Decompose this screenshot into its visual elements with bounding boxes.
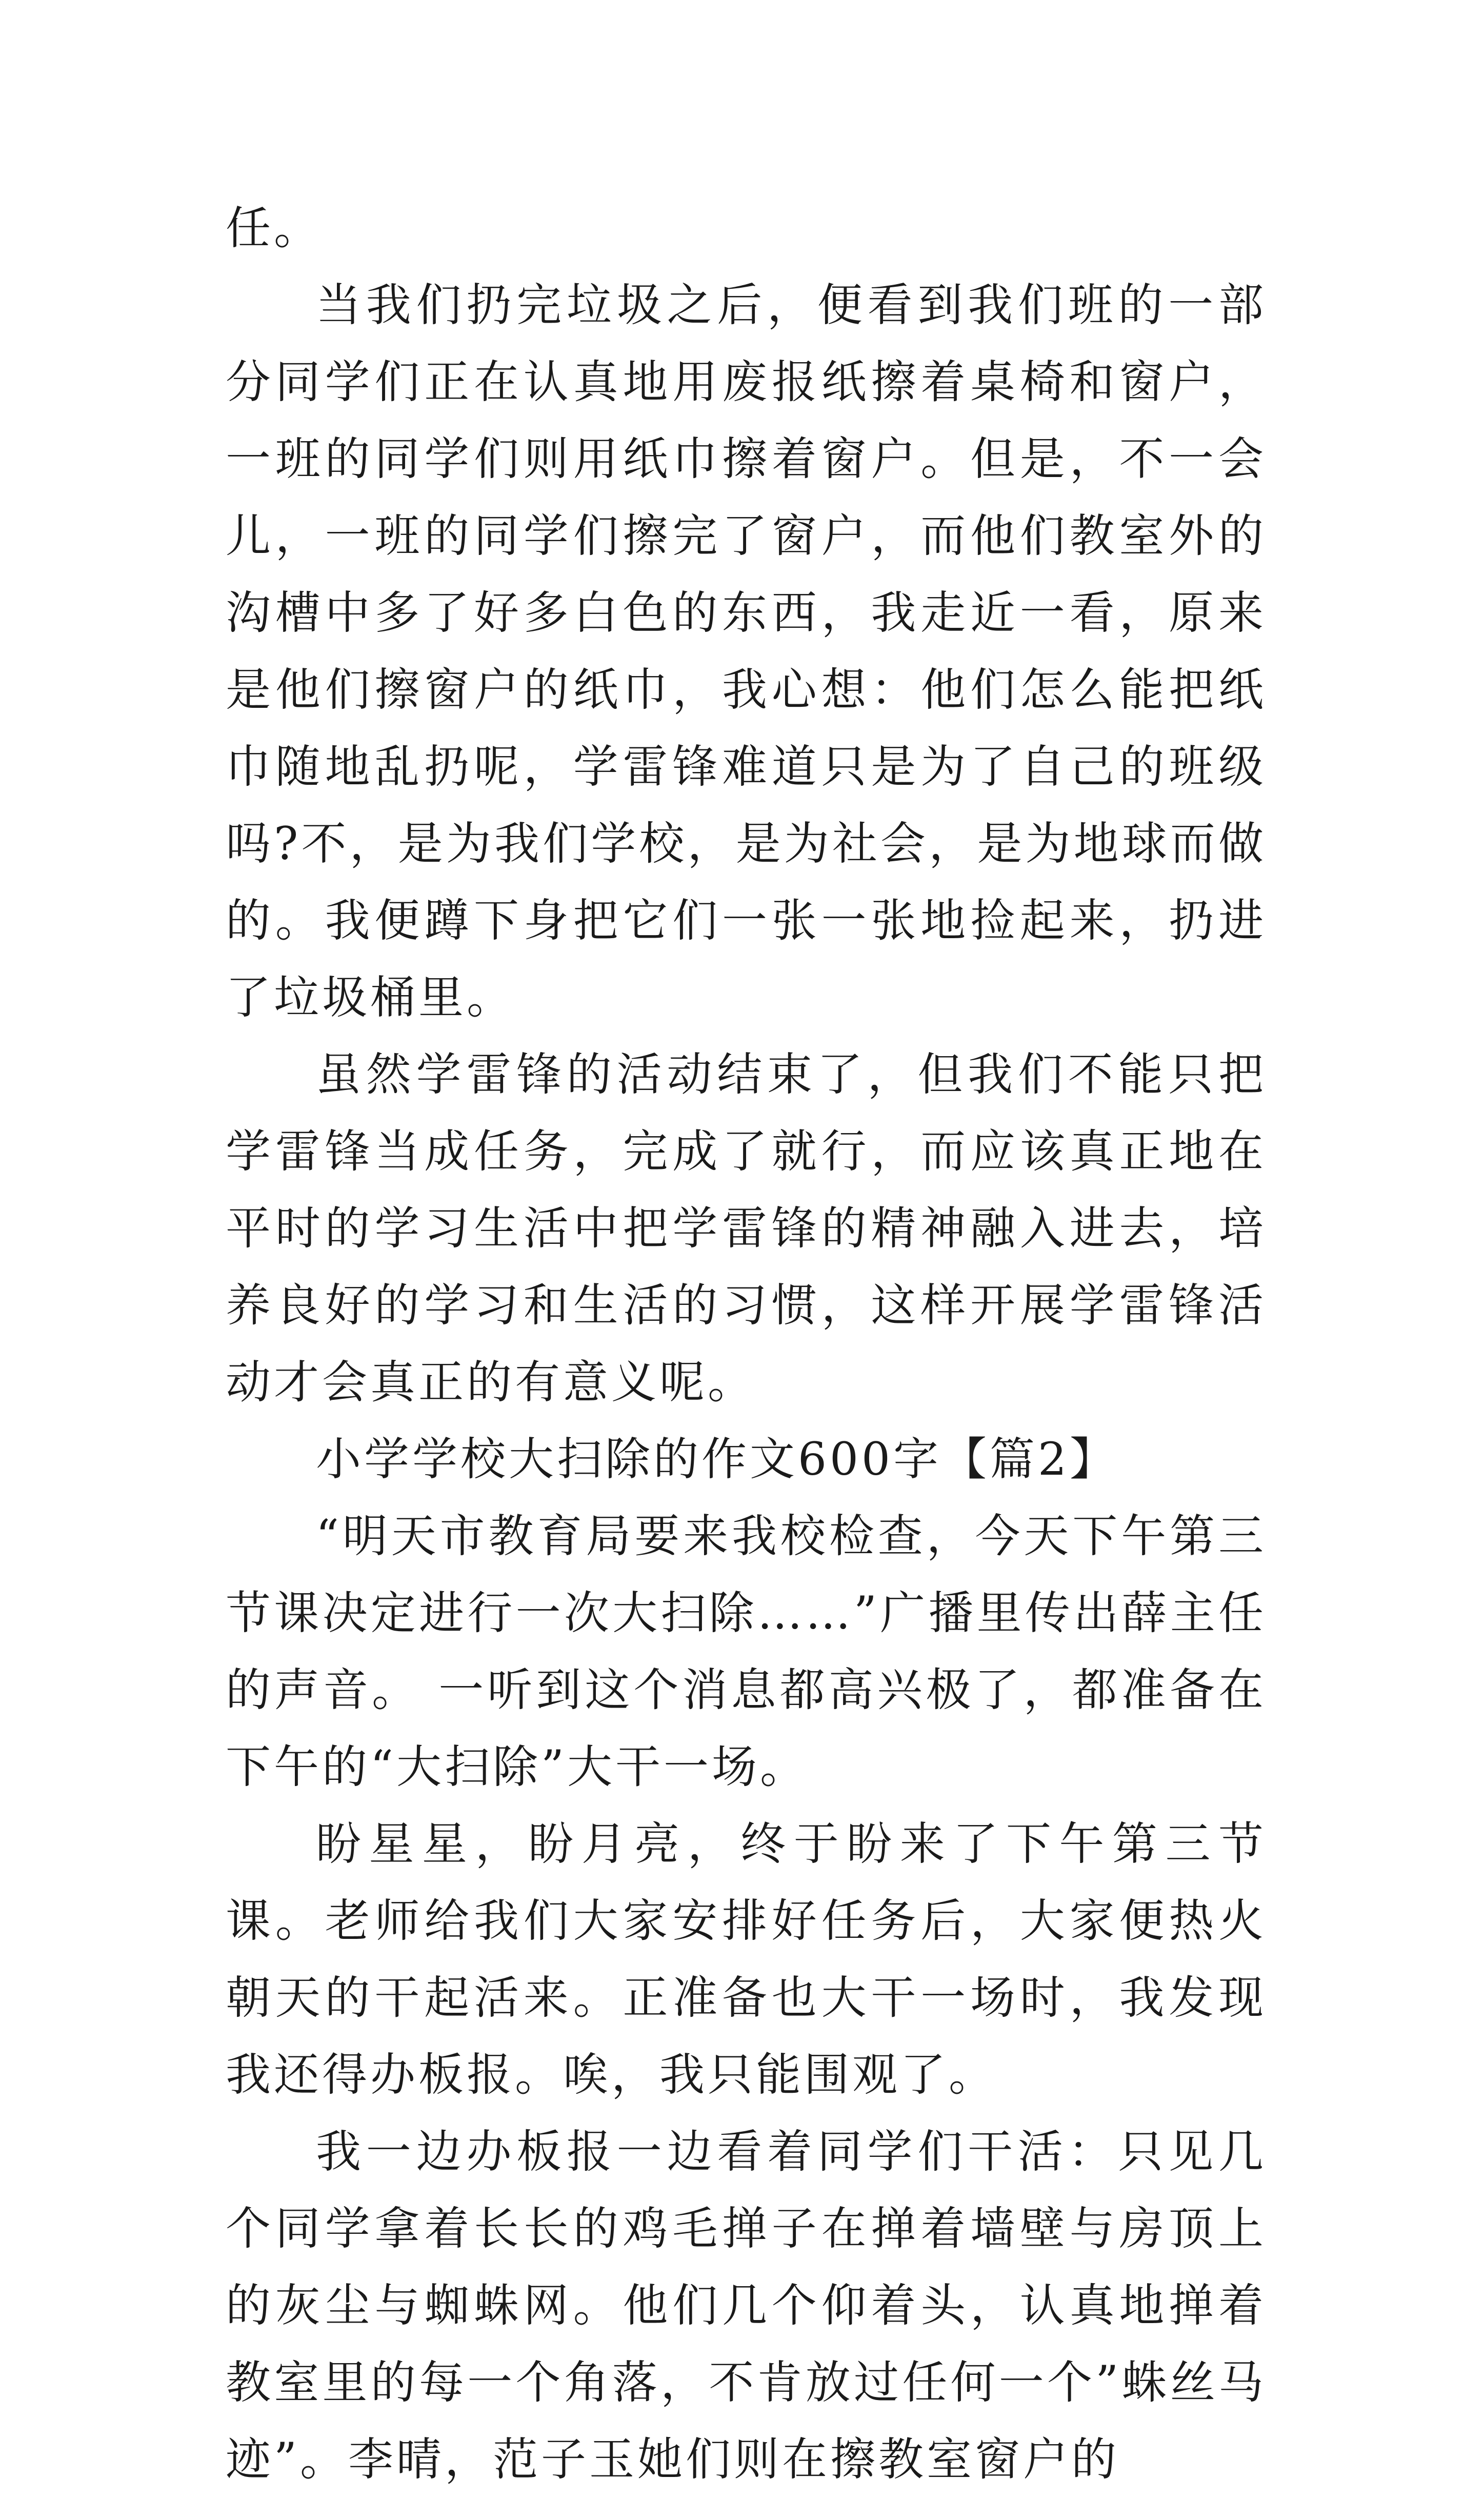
paragraph-announcement: “明天市教育局要来我校检查，今天下午第三节课决定进行一次大扫除……”广播里传出薛主任的声音。 一听到这个消息都高兴极了，都准备在下午的“大扫除”大干一场。 <box>226 1510 1267 1793</box>
section-heading: 小学学校大扫除的作文600字【篇2】 <box>316 1433 1118 1485</box>
paragraph-lei-feng-reflection: 虽然学雷锋的活动结束了，但我们不能只把学雷锋当成任务，完成了就行，而应该真正地在平时的学习生活中把学雷锋的精神融入进去，培养良好的学习和生活的习惯，这样开展学雷锋活动才会真正的有意义呢。 <box>226 1048 1267 1409</box>
paragraph-litter-pickup: 当我们扔完垃圾之后，便看到我们班的一部分同学们正在认真地用废报纸擦着桌椅和窗户，一班的同学们则用纸巾擦着窗户。但是，不一会儿，一班的同学们擦完了窗户，而他们教室外的沟槽中多了好多白色的东西，我走近一看，原来是他们擦窗户的纸巾，我心想：他们怎么能把纸巾随地乱扔呢，学雷锋难道只是为了自己的班级吗?不，是为我们学校，是为社会，是为地球而做的。我便蹲下身把它们一张一张地捡起来，扔进了垃圾桶里。 <box>226 279 1267 1024</box>
body-text <box>226 190 1267 2498</box>
paragraph-watching-classmates: 我一边办板报一边看着同学们干活：只见几个同学拿着长长的鸡毛掸子在掸着墙壁与房顶上的灰尘与蜘蛛网。他们几个仰着头，认真地掸着教室里的每一个角落，不肯放过任何一个”蛛丝马迹”。李晴，范子玉她们则在擦教室窗户的 <box>226 2125 1267 2486</box>
paragraph-continuation: 任。 <box>226 202 323 254</box>
paragraph-third-class: 盼星星，盼月亮，终于盼来了下午第三节课。老师给我们大家安排好任务后，大家便热火朝天的干起活来。正准备也大干一场时，我发现我还得办板报。唉，我只能围观了。 <box>226 1817 1267 2101</box>
